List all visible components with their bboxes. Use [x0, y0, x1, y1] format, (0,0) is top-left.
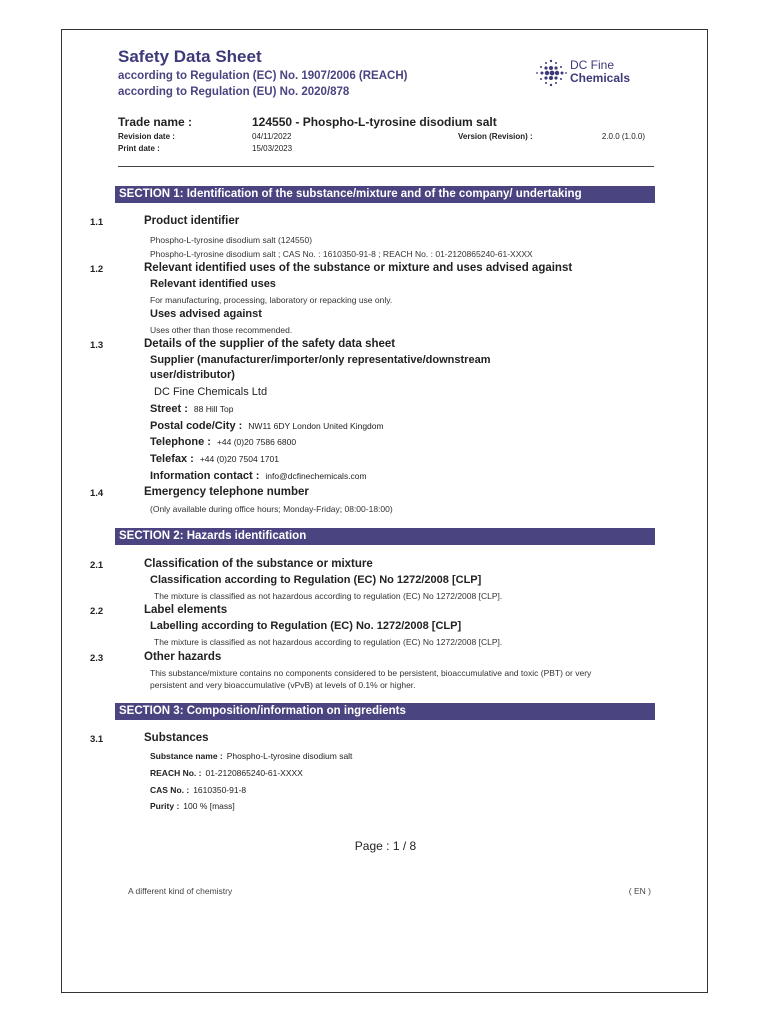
company-logo — [534, 58, 644, 88]
heading-emergency-telephone: Emergency telephone number — [144, 486, 309, 498]
information-contact-value: info@dcfinechemicals.com — [265, 471, 367, 481]
substance-name-label: Substance name : — [150, 751, 223, 761]
section-number-1-1: 1.1 — [90, 217, 104, 228]
street-label: Street : — [150, 403, 188, 415]
product-identifier-line-1: Phospho-L-tyrosine disodium salt (124550) — [150, 235, 313, 245]
street-value: 88 Hill Top — [193, 404, 234, 414]
product-identifier-line-2: Phospho-L-tyrosine disodium salt ; CAS No. : 1610350-91-8 ; REACH No. : 01-2120865240-61-XXXX — [150, 249, 533, 259]
section-number-1-2: 1.2 — [90, 264, 104, 275]
subheading-uses-advised-against: Uses advised against — [150, 308, 262, 320]
document-page — [61, 29, 708, 993]
substance-name-value: Phospho-L-tyrosine disodium salt — [226, 751, 353, 761]
relevant-uses-text: For manufacturing, processing, laboratory or repacking use only. — [150, 295, 393, 305]
telephone-value: +44 (0)20 7586 6800 — [216, 437, 297, 447]
section-3-header: SECTION 3: Composition/information on ingredients — [115, 703, 655, 720]
heading-supplier-details: Details of the supplier of the safety data sheet — [144, 338, 396, 350]
reach-number-label: REACH No. : — [150, 768, 202, 778]
emergency-telephone-text: (Only available during office hours; Monday-Friday; 08:00-18:00) — [150, 504, 393, 514]
postal-row — [150, 420, 384, 432]
other-hazards-line-2: persistent and very bioaccumulative (vPvB) at levels of 0.1% or higher. — [150, 680, 416, 690]
logo-line-1: DC Fine — [570, 58, 615, 72]
logo-line-2: Chemicals — [570, 71, 631, 85]
heading-substances: Substances — [144, 732, 209, 744]
information-contact-label: Information contact : — [150, 470, 260, 482]
reach-number-value: 01-2120865240-61-XXXX — [205, 768, 303, 778]
cas-number-row — [150, 785, 246, 795]
page-number: Page : 1 / 8 — [354, 839, 417, 853]
heading-product-identifier: Product identifier — [144, 215, 240, 227]
other-hazards-line-1: This substance/mixture contains no components considered to be persistent, bioaccumulative and toxic (PBT) or very — [150, 668, 592, 678]
section-number-2-1: 2.1 — [90, 560, 104, 571]
postal-value: NW11 6DY London United Kingdom — [248, 421, 384, 431]
heading-identified-uses: Relevant identified uses of the substance or mixture and uses advised against — [144, 262, 573, 274]
print-date-value: 15/03/2023 — [252, 144, 293, 153]
subheading-labelling-clp: Labelling according to Regulation (EC) No. 1272/2008 [CLP] — [150, 620, 462, 632]
revision-date-value: 04/11/2022 — [252, 132, 292, 141]
regulation-line-2: according to Regulation (EU) No. 2020/878 — [118, 86, 350, 98]
heading-classification: Classification of the substance or mixture — [144, 558, 373, 570]
telephone-row — [150, 436, 296, 448]
section-1-header: SECTION 1: Identification of the substance/mixture and of the company/ undertaking — [115, 186, 655, 203]
trade-name-label: Trade name : — [118, 115, 193, 129]
uses-advised-against-text: Uses other than those recommended. — [150, 325, 293, 335]
subheading-relevant-uses: Relevant identified uses — [150, 278, 276, 290]
heading-other-hazards: Other hazards — [144, 651, 222, 663]
logo-wordmark — [570, 59, 630, 85]
telefax-label: Telefax : — [150, 453, 194, 465]
cas-number-label: CAS No. : — [150, 785, 190, 795]
document-title: Safety Data Sheet — [118, 47, 262, 66]
section-number-2-3: 2.3 — [90, 653, 104, 664]
print-date-label: Print date : — [118, 144, 160, 153]
section-number-1-3: 1.3 — [90, 340, 104, 351]
information-contact-row — [150, 470, 367, 482]
company-name: DC Fine Chemicals Ltd — [154, 386, 268, 398]
purity-label: Purity : — [150, 801, 180, 811]
telefax-value: +44 (0)20 7504 1701 — [199, 454, 279, 464]
section-number-1-4: 1.4 — [90, 488, 104, 499]
street-row — [150, 403, 233, 415]
regulation-line-1: according to Regulation (EC) No. 1907/2006 (REACH) — [118, 70, 408, 82]
header-divider — [118, 166, 654, 167]
postal-label: Postal code/City : — [150, 420, 243, 432]
version-value: 2.0.0 (1.0.0) — [601, 132, 645, 141]
logo-dots-icon — [534, 58, 568, 88]
substance-name-row — [150, 751, 352, 761]
purity-value: 100 % [mass] — [183, 801, 235, 811]
footer-tagline: A different kind of chemistry — [128, 886, 233, 896]
subheading-supplier-line-1: Supplier (manufacturer/importer/only representative/downstream — [150, 354, 491, 366]
section-number-3-1: 3.1 — [90, 734, 104, 745]
telephone-label: Telephone : — [150, 436, 211, 448]
telefax-row — [150, 453, 279, 465]
footer-language: ( EN ) — [628, 886, 651, 896]
heading-label-elements: Label elements — [144, 604, 228, 616]
cas-number-value: 1610350-91-8 — [193, 785, 247, 795]
version-label: Version (Revision) : — [458, 132, 533, 141]
trade-name-value: 124550 - Phospho-L-tyrosine disodium salt — [252, 115, 497, 129]
labelling-text: The mixture is classified as not hazardous according to regulation (EC) No 1272/2008 [CLP]. — [154, 637, 503, 647]
revision-date-label: Revision date : — [118, 132, 175, 141]
classification-text: The mixture is classified as not hazardous according to regulation (EC) No 1272/2008 [CLP]. — [154, 591, 503, 601]
reach-number-row — [150, 768, 303, 778]
subheading-classification-clp: Classification according to Regulation (EC) No 1272/2008 [CLP] — [150, 574, 482, 586]
subheading-supplier-line-2: user/distributor) — [150, 369, 235, 381]
purity-row — [150, 801, 235, 811]
section-number-2-2: 2.2 — [90, 606, 104, 617]
section-2-header: SECTION 2: Hazards identification — [115, 528, 655, 545]
